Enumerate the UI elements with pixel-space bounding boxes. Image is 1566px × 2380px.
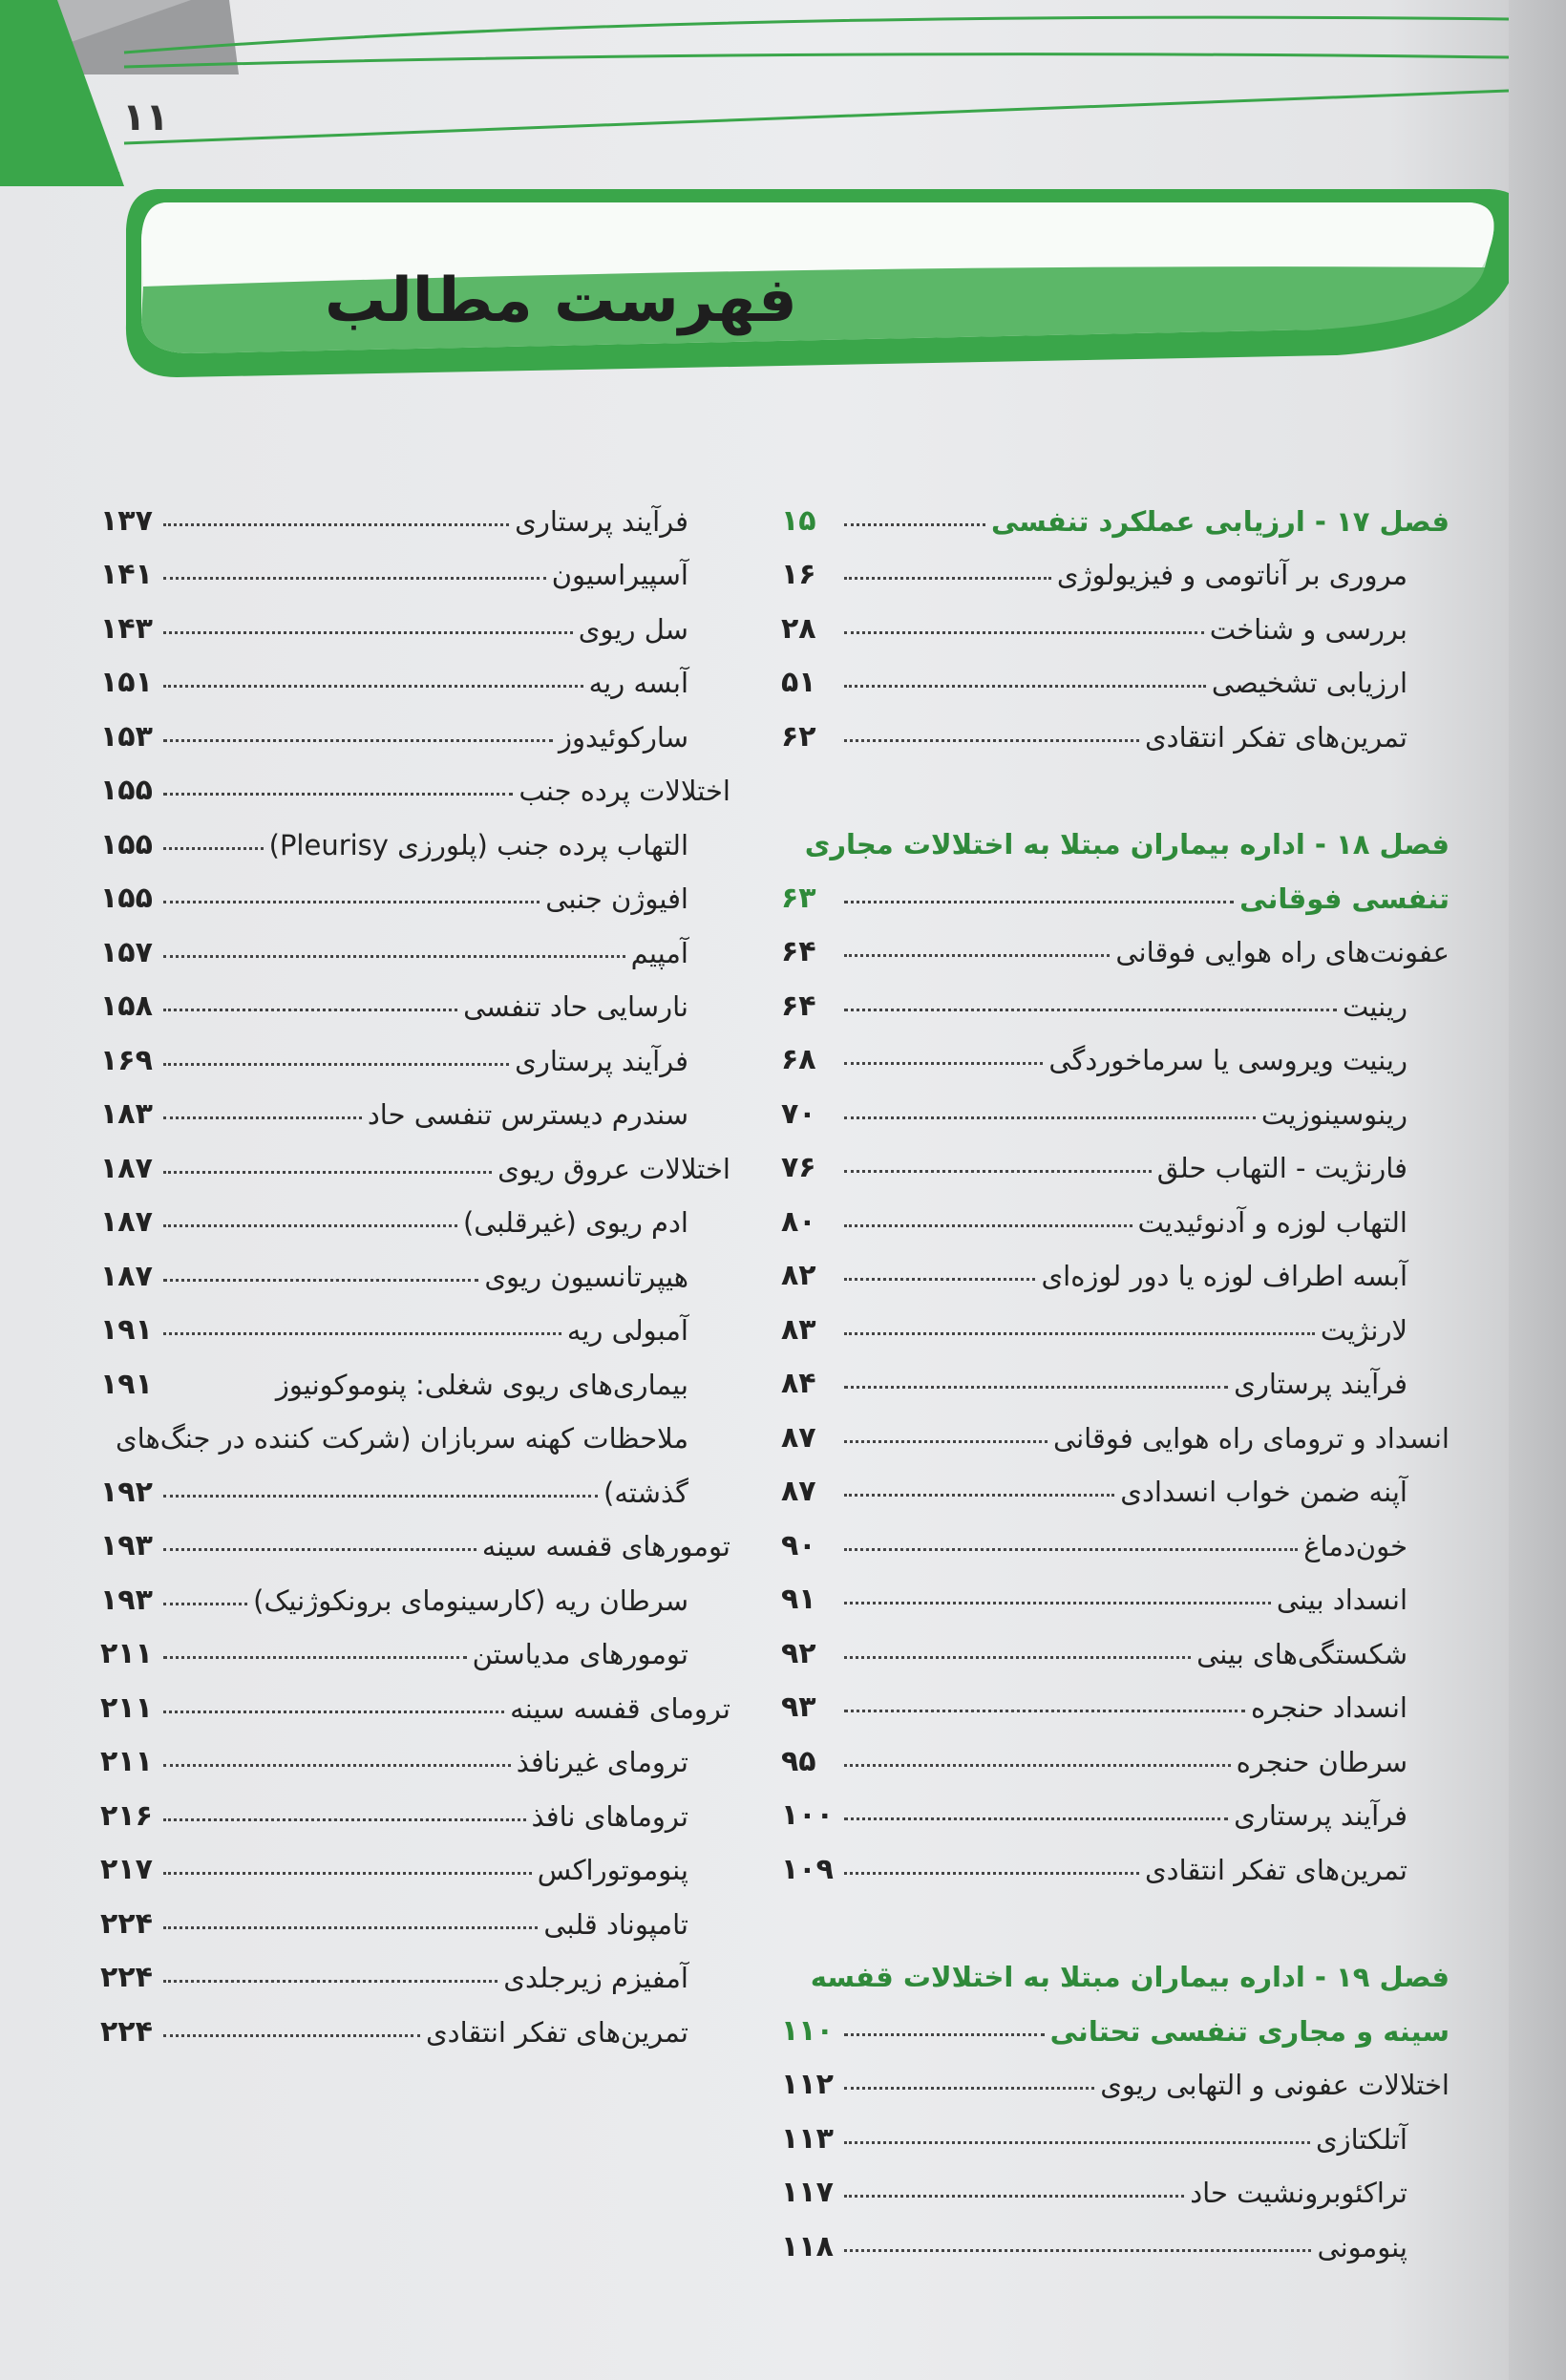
- toc-dot-leader: [844, 1872, 1139, 1875]
- toc-entry-row: [100, 1617, 730, 1671]
- toc-entry-label: فرآیند پرستاری: [1234, 1799, 1407, 1832]
- toc-dot-leader: [163, 1818, 526, 1821]
- toc-dot-leader: [844, 1440, 1048, 1443]
- toc-entry-row: [100, 1994, 730, 2049]
- toc-entry-row: [781, 591, 1450, 646]
- toc-page-number: ۵۱: [781, 666, 816, 699]
- toc-entry-row: [100, 646, 730, 700]
- toc-dot-leader: [844, 1548, 1298, 1551]
- toc-page-number: ۲۱۱: [100, 1690, 153, 1725]
- toc-dot-leader: [844, 1710, 1245, 1712]
- toc-dot-leader: [163, 955, 625, 958]
- toc-entry-row: [781, 1455, 1450, 1509]
- toc-page-number: ۱۵۳: [100, 719, 153, 754]
- toc-page-number: ۸۴: [781, 1367, 816, 1400]
- toc-dot-leader: [844, 1170, 1152, 1173]
- toc-entry-label: سرطان ریه (کارسینومای برونکوژنیک): [253, 1583, 688, 1617]
- toc-entry-label: بیماری‌های ریوی شغلی: پنوموکونیوز: [275, 1368, 688, 1401]
- toc-entry-label: تمرین‌های تفکر انتقادی: [1144, 1853, 1407, 1886]
- toc-page-number: ۱۴۱: [100, 558, 153, 591]
- toc-entry-row: [781, 1778, 1450, 1833]
- toc-page-number: ۱۱۲: [781, 2068, 834, 2101]
- toc-dot-leader: [844, 1764, 1231, 1767]
- toc-entry-row: [781, 1131, 1450, 1185]
- toc-entry-row: [100, 1401, 730, 1456]
- toc-dot-leader: [844, 577, 1051, 580]
- toc-entry-label: سینه و مجاری تنفسی تحتانی: [1049, 2014, 1450, 2048]
- toc-entry-label: تومورهای مدیاستن: [472, 1638, 688, 1670]
- toc-page-number: ۶۸: [781, 1043, 816, 1076]
- toc-entry-row: [781, 968, 1450, 1023]
- toc-entry-row: [100, 1077, 730, 1132]
- toc-dot-leader: [163, 1603, 247, 1605]
- toc-page-number: ۱۵۵: [100, 774, 153, 807]
- toc-entry-label: لارنژیت: [1320, 1313, 1407, 1347]
- page-number: ۱۱: [122, 96, 169, 139]
- toc-page-number: ۱۸۷: [100, 1205, 153, 1239]
- toc-page-number: ۱۸۳: [100, 1097, 153, 1131]
- toc-entry-row: [100, 1833, 730, 1887]
- toc-page-number: ۹۳: [781, 1690, 816, 1724]
- toc-entry-row: [781, 699, 1450, 754]
- toc-page-number: ۱۸۷: [100, 1151, 153, 1185]
- toc-entry-label: آمپیم: [630, 936, 688, 969]
- toc-entry-row: [781, 2048, 1450, 2102]
- toc-dot-leader: [163, 577, 546, 580]
- toc-entry-row: [100, 1293, 730, 1348]
- toc-right-column: [781, 483, 1450, 2263]
- toc-entry-label: پنوموتوراکس: [537, 1854, 688, 1886]
- toc-page-number: ۱۶۹: [100, 1043, 153, 1077]
- toc-entry-row: [100, 483, 730, 538]
- toc-entry-label: سارکوئیدوز: [559, 720, 688, 754]
- toc-dot-leader: [844, 1278, 1035, 1281]
- toc-entry-label: تامپوناد قلبی: [543, 1907, 688, 1941]
- toc-entry-row: [781, 646, 1450, 700]
- toc-entry-label: هیپرتانسیون ریوی: [484, 1260, 688, 1293]
- page-title: فهرست مطالب: [325, 266, 797, 336]
- toc-entry-row: [100, 1455, 730, 1509]
- toc-entry-label: آمفیزم زیرجلدی: [503, 1962, 688, 1994]
- toc-dot-leader: [844, 631, 1204, 634]
- toc-entry-label: شکستگی‌های بینی: [1196, 1637, 1407, 1670]
- toc-entry-label: انسداد حنجره: [1250, 1691, 1407, 1724]
- toc-page-number: ۷۰: [781, 1096, 816, 1131]
- toc-page-number: ۱۵۵: [100, 882, 153, 915]
- toc-entry-label: رینیت ویروسی یا سرماخوردگی: [1048, 1044, 1407, 1076]
- toc-page-number: ۱۵۸: [100, 989, 153, 1023]
- toc-page-number: ۱۱۸: [781, 2229, 834, 2263]
- toc-entry-label: ملاحظات کهنه سربازان (شرکت کننده در جنگ‌های: [115, 1422, 688, 1455]
- toc-page-number: ۲۸: [781, 611, 816, 646]
- toc-dot-leader: [844, 1817, 1228, 1820]
- toc-dot-leader: [844, 1116, 1256, 1119]
- toc-entry-label: تروماهای نافذ: [531, 1799, 688, 1833]
- toc-page-number: ۸۰: [781, 1204, 816, 1239]
- toc-dot-leader: [163, 523, 509, 526]
- toc-entry-label: بررسی و شناخت: [1209, 612, 1407, 646]
- toc-entry-row: [100, 1886, 730, 1941]
- toc-entry-label: اختلالات عفونی و التهابی ریوی: [1100, 2069, 1450, 2101]
- toc-entry-row: [100, 969, 730, 1024]
- toc-page-number: ۶۳: [781, 881, 816, 915]
- toc-dot-leader: [844, 685, 1206, 688]
- toc-entry-label: پنومونی: [1317, 2230, 1407, 2263]
- toc-page-number: ۸۲: [781, 1259, 816, 1292]
- toc-entry-label: فرآیند پرستاری: [515, 504, 688, 538]
- toc-entry-label: آبسه اطراف لوزه یا دور لوزه‌ای: [1041, 1260, 1407, 1292]
- toc-entry-label: گذشته): [603, 1476, 688, 1509]
- toc-entry-label: ارزیابی تشخیصی: [1211, 667, 1407, 699]
- toc-entry-label: مروری بر آناتومی و فیزیولوژی: [1056, 559, 1407, 591]
- toc-dot-leader: [163, 1764, 511, 1767]
- toc-dot-leader: [163, 739, 553, 742]
- toc-chapter-row: [781, 861, 1450, 915]
- toc-entry-row: [100, 1562, 730, 1617]
- toc-entry-label: فصل ۱۹ - اداره بیماران مبتلا به اختلالات قفسه: [810, 1961, 1450, 1993]
- toc-dot-leader: [163, 1495, 598, 1498]
- toc-entry-label: التهاب لوزه و آدنوئیدیت: [1137, 1205, 1407, 1239]
- toc-entry-label: آمبولی ریه: [566, 1314, 688, 1347]
- toc-entry-row: [781, 1616, 1450, 1670]
- toc-page-number: ۱۵۵: [100, 827, 153, 861]
- toc-entry-row: [781, 1508, 1450, 1562]
- toc-entry-row: [781, 1670, 1450, 1725]
- toc-entry-label: ترومای قفسه سینه: [510, 1691, 730, 1725]
- toc-dot-leader: [844, 2249, 1311, 2252]
- toc-page-number: ۸۷: [781, 1420, 816, 1455]
- toc-entry-label: آپنه ضمن خواب انسدادی: [1120, 1476, 1407, 1508]
- toc-entry-label: تمرین‌های تفکر انتقادی: [1144, 720, 1407, 754]
- toc-page-number: ۱۰۹: [781, 1852, 834, 1886]
- toc-page-number: ۱۹۳: [100, 1583, 153, 1617]
- toc-dot-leader: [163, 1548, 476, 1551]
- toc-entry-row: [100, 1239, 730, 1293]
- toc-dot-leader: [844, 1009, 1337, 1011]
- toc-dot-leader: [163, 1279, 478, 1282]
- toc-dot-leader: [163, 1926, 538, 1929]
- header-decoration: [0, 0, 1509, 401]
- toc-entry-label: فرآیند پرستاری: [515, 1044, 688, 1077]
- toc-page-number: ۱۱۷: [781, 2176, 834, 2209]
- toc-entry-label: انسداد بینی: [1276, 1583, 1407, 1616]
- toc-page-number: ۱۵: [781, 503, 816, 538]
- toc-dot-leader: [163, 1332, 561, 1335]
- toc-dot-leader: [163, 793, 513, 796]
- toc-entry-label: تنفسی فوقانی: [1239, 882, 1450, 915]
- toc-entry-row: [781, 1832, 1450, 1886]
- toc-page-number: ۱۹۲: [100, 1475, 153, 1509]
- toc-dot-leader: [844, 1224, 1132, 1227]
- toc-entry-label: فرآیند پرستاری: [1234, 1368, 1407, 1400]
- toc-page-number: ۲۱۱: [100, 1637, 153, 1670]
- toc-dot-leader: [163, 631, 573, 634]
- toc-entry-row: [100, 1185, 730, 1240]
- toc-dot-leader: [844, 523, 985, 526]
- toc-page-number: ۱۵۷: [100, 935, 153, 969]
- toc-entry-label: ادم ریوی (غیرقلبی): [462, 1206, 688, 1239]
- toc-gap: [781, 1886, 1450, 1940]
- toc-page-number: ۲۲۴: [100, 1961, 153, 1994]
- toc-page-number: ۸۷: [781, 1475, 816, 1508]
- toc-entry-row: [100, 1509, 730, 1563]
- toc-dot-leader: [844, 2087, 1094, 2090]
- toc-page-number: ۹۵: [781, 1744, 816, 1778]
- toc-entry-row: [781, 538, 1450, 592]
- toc-dot-leader: [844, 1386, 1228, 1389]
- toc-dot-leader: [844, 739, 1139, 742]
- book-spine-shadow: [1509, 0, 1566, 2380]
- toc-dot-leader: [163, 1171, 492, 1174]
- toc-page-number: ۱۱۰: [781, 2013, 834, 2048]
- toc-entry-label: آتلکتازی: [1315, 2122, 1407, 2156]
- toc-entry-row: [100, 1941, 730, 1995]
- toc-entry-row: [781, 2209, 1450, 2263]
- toc-page-number: ۹۰: [781, 1528, 816, 1562]
- toc-page-number: ۱۸۷: [100, 1259, 153, 1293]
- toc-entry-label: تومورهای قفسه سینه: [481, 1530, 730, 1562]
- toc-entry-row: [781, 1292, 1450, 1347]
- toc-dot-leader: [844, 1656, 1191, 1659]
- toc-entry-row: [100, 1725, 730, 1779]
- toc-entry-label: سرطان حنجره: [1236, 1745, 1407, 1778]
- toc-page-number: ۱۹۱: [100, 1367, 153, 1401]
- toc-entry-row: [100, 807, 730, 861]
- toc-entry-label: آسپیراسیون: [551, 559, 688, 591]
- toc-entry-label: خون‌دماغ: [1303, 1529, 1407, 1562]
- toc-entry-row: [781, 1076, 1450, 1131]
- toc-entry-row: [100, 1131, 730, 1185]
- toc-page-number: ۶۴: [781, 988, 816, 1023]
- toc-chapter-row: [781, 1940, 1450, 1994]
- toc-page-number: ۱۳۷: [100, 503, 153, 538]
- toc-entry-label: رینیت: [1342, 989, 1407, 1023]
- toc-page-number: ۲۲۴: [100, 1906, 153, 1941]
- toc-left-column: [100, 483, 730, 2049]
- toc-entry-label: انسداد و ترومای راه هوایی فوقانی: [1052, 1421, 1450, 1455]
- toc-entry-label: تراکئوبرونشیت حاد: [1190, 2177, 1407, 2209]
- toc-entry-row: [781, 1023, 1450, 1077]
- toc-entry-row: [100, 754, 730, 808]
- toc-entry-row: [781, 1400, 1450, 1455]
- toc-page-number: ۱۴۳: [100, 611, 153, 646]
- toc-entry-row: [781, 2156, 1450, 2210]
- toc-dot-leader: [844, 1494, 1114, 1497]
- toc-entry-label: سل ریوی: [578, 612, 688, 646]
- toc-entry-row: [100, 915, 730, 969]
- toc-entry-row: [781, 1239, 1450, 1293]
- toc-entry-label: فصل ۱۸ - اداره بیماران مبتلا به اختلالات مجاری: [804, 828, 1450, 861]
- toc-page-number: ۷۶: [781, 1151, 816, 1184]
- toc-dot-leader: [163, 1711, 504, 1713]
- toc-entry-row: [100, 861, 730, 916]
- toc-dot-leader: [163, 2034, 420, 2037]
- toc-dot-leader: [163, 1063, 509, 1066]
- toc-entry-label: فارنژیت - التهاب حلق: [1156, 1152, 1407, 1184]
- toc-dot-leader: [163, 847, 264, 850]
- toc-entry-row: [781, 1724, 1450, 1778]
- toc-dot-leader: [163, 1009, 457, 1011]
- toc-entry-label: سندرم دیسترس تنفسی حاد: [367, 1098, 688, 1131]
- toc-dot-leader: [163, 1872, 532, 1875]
- toc-dot-leader: [844, 1602, 1271, 1604]
- toc-entry-row: [781, 2101, 1450, 2156]
- toc-entry-label: آبسه ریه: [588, 667, 688, 699]
- toc-page-number: ۲۱۱: [100, 1745, 153, 1778]
- toc-entry-label: اختلالات عروق ریوی: [497, 1152, 730, 1185]
- toc-chapter-row: [781, 807, 1450, 861]
- toc-dot-leader: [844, 2195, 1184, 2198]
- toc-entry-label: التهاب پرده جنب (پلورزی Pleurisy): [268, 828, 688, 861]
- toc-entry-label: فصل ۱۷ - ارزیابی عملکرد تنفسی: [990, 504, 1450, 538]
- toc-page-number: ۱۱۳: [781, 2121, 834, 2156]
- toc-dot-leader: [163, 1224, 457, 1227]
- toc-entry-row: [781, 1347, 1450, 1401]
- toc-page-number: ۶۲: [781, 719, 816, 754]
- toc-page-number: ۲۱۷: [100, 1853, 153, 1886]
- toc-dot-leader: [844, 2141, 1310, 2144]
- toc-dot-leader: [163, 901, 540, 903]
- toc-page-number: ۱۰۰: [781, 1798, 834, 1832]
- toc-page-number: ۱۹۱: [100, 1313, 153, 1347]
- toc-dot-leader: [844, 1062, 1043, 1065]
- toc-entry-row: [100, 699, 730, 754]
- toc-dot-leader: [163, 1656, 467, 1659]
- toc-entry-row: [100, 1347, 730, 1401]
- toc-entry-label: ترومای غیرنافذ: [516, 1746, 688, 1778]
- toc-page-number: ۸۳: [781, 1312, 816, 1347]
- toc-gap: [781, 754, 1450, 807]
- toc-dot-leader: [844, 2033, 1045, 2036]
- toc-chapter-row: [781, 1993, 1450, 2048]
- toc-page-number: ۶۴: [781, 935, 816, 968]
- toc-page-number: ۹۱: [781, 1583, 816, 1616]
- toc-page-number: ۹۲: [781, 1636, 816, 1670]
- toc-dot-leader: [844, 901, 1234, 903]
- toc-dot-leader: [163, 1116, 362, 1119]
- toc-entry-row: [100, 538, 730, 592]
- toc-entry-label: رینوسینوزیت: [1260, 1097, 1407, 1131]
- toc-entry-row: [781, 915, 1450, 969]
- toc-entry-row: [781, 1562, 1450, 1617]
- toc-entry-label: اختلالات پرده جنب: [518, 775, 730, 807]
- toc-entry-label: نارسایی حاد تنفسی: [463, 990, 688, 1023]
- toc-page-number: ۲۲۴: [100, 2014, 153, 2049]
- toc-entry-row: [100, 591, 730, 646]
- toc-entry-label: تمرین‌های تفکر انتقادی: [425, 2015, 688, 2049]
- toc-page-number: ۱۶: [781, 558, 816, 591]
- toc-entry-label: افیوژن جنبی: [545, 882, 688, 915]
- toc-entry-row: [100, 1670, 730, 1725]
- toc-dot-leader: [163, 1980, 497, 1983]
- toc-dot-leader: [844, 954, 1110, 957]
- toc-page-number: ۱۵۱: [100, 666, 153, 699]
- toc-dot-leader: [844, 1332, 1315, 1335]
- toc-chapter-row: [781, 483, 1450, 538]
- toc-dot-leader: [163, 685, 583, 688]
- toc-entry-row: [781, 1184, 1450, 1239]
- toc-entry-label: عفونت‌های راه هوایی فوقانی: [1115, 936, 1450, 968]
- toc-page-number: ۲۱۶: [100, 1798, 153, 1833]
- toc-entry-row: [100, 1023, 730, 1077]
- toc-entry-row: [100, 1778, 730, 1833]
- toc-page-number: ۱۹۳: [100, 1529, 153, 1562]
